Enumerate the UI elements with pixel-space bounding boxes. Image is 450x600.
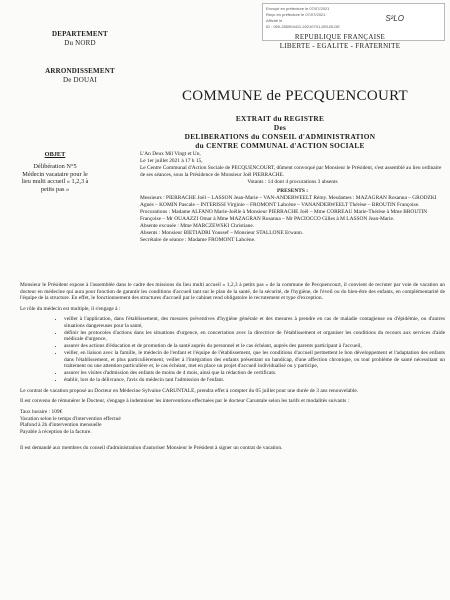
duty-item: • assurer les visites d'admission des enfants de moins de 4 mois, ainsi que la rédaction de certificats. <box>64 370 445 377</box>
duty-item: • veiller, en liaison avec la famille, le médecin de l'enfant et l'équipe de l'établissement, que les conditions d'accueil permettent le bon développement et l'adaptation des enfants dans l'établissement, et plus particulièrement, veiller à l'intégration des enfants présentant un handicap, d'une affection chronique, ou tout problème de santé nécessitant un traitement ou une attention particulière et, le cas échéant, met en place un projet d'accueil individualisé ou y participe, <box>64 350 445 370</box>
title-line: du CENTRE COMMUNAL d'ACTION SOCIALE <box>195 141 365 150</box>
commune-title: COMMUNE de PECQUENCOURT <box>181 88 408 104</box>
objet-text: Médecin vacataire pour le lieu multi accueil « 1,2,3 à petits pas » <box>21 170 89 194</box>
payment-intro: Il est convenu de rémunérer le Docteur, s'engage à indemniser les interventions effectuées par le docteur Caruntale selon les tarifs et modalités suivants : <box>20 398 350 405</box>
payment-line: Payable à réception de la facture. <box>20 428 92 435</box>
secretary: Secrétaire de séance : Madame FROMONT Lahcène. <box>140 236 256 243</box>
header-right <box>235 33 445 50</box>
payment-line: Plafond à 2h d'intervention mensuelle <box>20 422 102 429</box>
stamp-line: ID : 059-265904411-20210701-DELIB-DE <box>266 24 340 29</box>
meeting-block <box>140 151 445 244</box>
duties-list <box>20 316 445 383</box>
intro-paragraph: Monsieur le Président expose à l'assemblée dans le cadre des missions du lieu multi accueil « 1,2,3 à petits pas » de la commune de Pecquencourt, il convient de recruter par voie de vacation un docteur en médecine qui aura pour fonction de garantir les conditions d'accueil tant sur le plan de la santé, de la sécurité, de l'hygiène, de l'éveil ou du bien-être des enfants, en complémentarité de l'équipe de la structure. En effet, le fonctionnement des structures d'accueil par le cabinet rend obligatoire le recrutement et type d'exception. <box>20 282 445 302</box>
title-line: EXTRAIT du REGISTRE <box>235 114 325 123</box>
objet-block <box>20 151 90 194</box>
department-name: Du NORD <box>64 38 96 47</box>
stamp-line: Affiché le <box>266 18 283 23</box>
republic-motto: LIBERTE - EGALITE - FRATERNITE <box>279 41 401 50</box>
payment-terms <box>20 409 445 435</box>
republic-label: REPUBLIQUE FRANÇAISE <box>294 33 386 41</box>
meeting-date-line: Le 1er juillet 2021 à 17 h 15, <box>140 157 203 164</box>
meeting-date-line: L'An Deux Mil Vingt et Un, <box>140 151 201 157</box>
stamp-line: Envoyé en préfecture le 07/07/2021 <box>266 6 330 11</box>
title-line: Des <box>273 123 287 132</box>
votants: Votants : 14 dont 4 procurations 3 absents <box>247 178 338 185</box>
role-intro: Le rôle du médecin est multiple, il s'engage à : <box>20 305 121 312</box>
duty-item: • assurer des actions d'éducation et de promotion de la santé auprès du personnel et le cas échéant, auprès des parents participant à l'accueil, <box>64 343 445 350</box>
conclusion-paragraph: Il est demandé aux membres du conseil d'administration d'autoriser Monsieur le Président à signer un contrat de vacation. <box>20 445 283 452</box>
contract-paragraph: Le contrat de vacation proposé au Docteur en Médecine Sylvaine CARUNTALE, prendra effet à compter du 05 juillet pour une durée de 3 ans renouvelable. <box>20 387 359 394</box>
excused-list: Absente excusée : Mme MARCZEWSKI Christiane. <box>140 223 255 230</box>
payment-line: Vacation selon le temps d'intervention effectué <box>20 415 121 422</box>
meeting-text: Le Centre Communal d'Action Sociale de PECQUENCOURT, dûment convoqué par Monsieur le Président, s'est assemblé au lieu ordinaire de ses séances, sous la Présidence de Monsieur Joël PIERRACHE. <box>140 164 442 178</box>
header-left <box>20 30 140 84</box>
duty-item: • établir, lors de la délivrance, l'avis du médecin tant l'admission de l'enfant. <box>64 377 445 384</box>
objet-label: OBJET <box>44 151 66 158</box>
title-line: DELIBERATIONS du CONSEIL d'ADMINISTRATION <box>184 132 376 141</box>
main-body <box>20 282 445 456</box>
duty-item: • définir les protocoles d'actions dans les situations d'urgence, en concertation avec la directrice de l'établissement et organiser les conditions du recours aux services d'aide médicale d'urgence, <box>64 330 445 343</box>
absent-list: Absents : Monsieur BIETIADRI Youssef – Monsieur STALLONE Erwann. <box>140 229 304 236</box>
arrondissement-label: ARRONDISSEMENT <box>45 67 115 75</box>
department-label: DEPARTEMENT <box>52 30 108 38</box>
arrondissement-name: De DOUAI <box>62 75 98 84</box>
stamp-signature: S²LO <box>385 14 404 23</box>
stamp-line: Reçu en préfecture le 07/07/2021 <box>266 12 326 17</box>
deliberation-number: Délibération N°5 <box>33 162 77 170</box>
duty-item: • veiller à l'application, dans l'établissement, des mesures préventives d'hygiène générale et des mesures à prendre en cas de maladie contagieuse ou d'épidémie, ou d'autres situations dangereuses pour la santé, <box>64 316 445 329</box>
payment-line: Taux horaire : 109€ <box>20 408 63 415</box>
presents-label: PRESENTS : <box>276 187 308 194</box>
presents-list: Messieurs : PIERRACHE Joël – LASSON Jean-Marie – VAN-ANDERWEELT Rémy. Mesdames : MAZAGRAN Rosanna – GRODZKI Agnès – KOMIN Pascale – INTERISSI Virginie – FROMONT Lahcène – VANANDERWEELT Thérèse – BROUTIN Françoise. Procurations : Madame ALFANO Marie-Joëlle à Monsieur PIERRACHE Joël – Mme CORREAU Marie-Thérèse à Mme BROUTIN Françoise – Mr OUAAZZI Omar à Mme MAZAGRAN Rosanna – Mr PACIOCCO Gilles à M LASSON Jean-Marie. <box>140 195 437 223</box>
document-title <box>160 114 400 150</box>
